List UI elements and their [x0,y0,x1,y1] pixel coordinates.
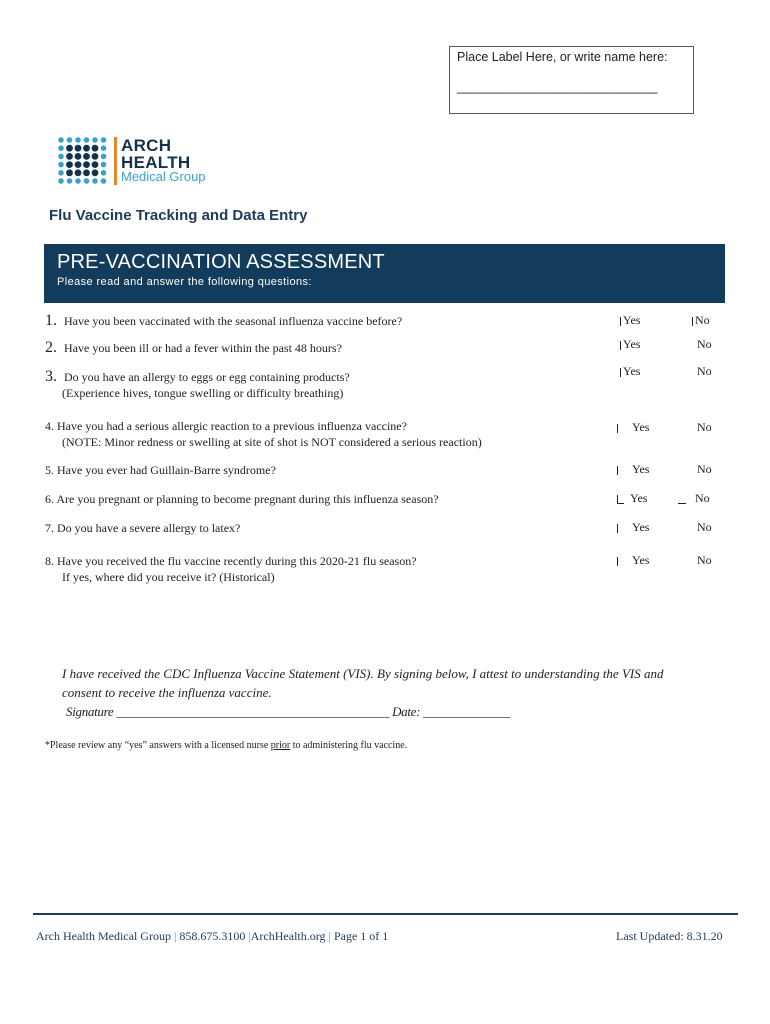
question-5 [45,462,276,478]
note-text-before: *Please review any “yes” answers with a licensed nurse [45,740,271,751]
arch-health-logo [57,136,227,188]
footer-org: Arch Health Medical Group [36,929,171,943]
question-number: 8. [45,554,54,568]
question-text: Have you received the flu vaccine recently during this 2020-21 flu season? [57,554,417,568]
checkbox-icon[interactable] [617,524,618,533]
logo-text-arch: ARCH [121,136,172,155]
footer-separator: | [248,929,251,943]
section-subtitle: Please read and answer the following questions: [57,276,312,288]
checkbox-icon[interactable] [617,495,624,504]
question-number: 5. [45,463,54,477]
checkbox-icon[interactable] [678,495,686,504]
section-header [44,244,725,303]
q2-no-option[interactable]: No [697,337,712,351]
name-write-line[interactable]: _______________________________ [457,80,658,94]
q3-yes-option[interactable]: Yes [620,364,640,379]
section-title: PRE-VACCINATION ASSESSMENT [57,251,385,273]
q6-yes-option[interactable]: Yes [617,491,647,506]
q6-no-option[interactable]: No [678,491,710,506]
q3-no-option[interactable]: No [697,364,712,378]
logo-text-medical-group: Medical Group [121,169,206,184]
question-text: Do you have a severe allergy to latex? [57,521,241,535]
question-1 [45,313,402,329]
question-text: Have you had a serious allergic reaction to a previous influenza vaccine? [57,419,407,433]
question-text: Have you been ill or had a fever within the past 48 hours? [64,341,342,355]
question-text: Are you pregnant or planning to become pregnant during this influenza season? [56,492,439,506]
footer-page: Page 1 of 1 [333,929,389,943]
question-6 [45,491,439,507]
logo-dot-grid-icon [57,136,109,186]
signature-date-line[interactable]: Signature ____________________________________________ Date: ______________ [66,704,510,719]
question-text: Have you ever had Guillain-Barre syndrome? [57,463,276,477]
checkbox-icon[interactable] [620,341,621,350]
q4-yes-option[interactable]: Yes [617,420,649,435]
question-number: 6. [45,492,54,506]
document-title: Flu Vaccine Tracking and Data Entry [49,207,308,224]
logo-accent-bar [114,137,117,185]
q1-no-option[interactable]: No [692,313,710,328]
question-subtext: (Experience hives, tongue swelling or difficulty breathing) [62,386,344,400]
footer-site: ArchHealth.org [250,929,326,943]
checkbox-icon[interactable] [620,368,621,377]
checkbox-icon[interactable] [617,424,618,433]
logo-text-health: HEALTH [121,153,191,172]
attestation-block [62,664,722,721]
question-number: 2. [45,339,57,356]
question-number: 4. [45,419,54,433]
footer-info [36,929,388,944]
question-subtext: (NOTE: Minor redness or swelling at site of shot is NOT considered a serious reaction) [62,435,482,449]
q7-yes-option[interactable]: Yes [617,520,649,535]
q8-yes-option[interactable]: Yes [617,553,649,568]
footer-divider [33,913,738,915]
question-subtext: If yes, where did you receive it? (Historical) [62,570,275,584]
note-underlined-word: prior [270,740,291,751]
q5-no-option[interactable]: No [697,462,712,476]
question-text: Do you have an allergy to eggs or egg containing products? [64,370,350,384]
attestation-line-2: consent to receive the influenza vaccine. [62,685,272,700]
footer-phone: 858.675.3100 [179,929,246,943]
q5-yes-option[interactable]: Yes [617,462,649,477]
note-text-after: to administering flu vaccine. [290,740,408,751]
attestation-line-1: I have received the CDC Influenza Vaccine Statement (VIS). By signing below, I attest to understanding the VIS and [62,666,664,681]
question-8 [45,553,417,585]
footer-separator: | [328,929,331,943]
question-7 [45,520,240,536]
question-number: 3. [45,368,57,385]
q4-no-option[interactable]: No [697,420,712,434]
question-2 [45,340,342,356]
q8-no-option[interactable]: No [697,553,712,567]
q7-no-option[interactable]: No [697,520,712,534]
question-text: Have you been vaccinated with the seasonal influenza vaccine before? [64,314,403,328]
question-3 [45,369,350,401]
question-4 [45,418,482,450]
question-number: 7. [45,521,54,535]
footer-separator: | [173,929,177,943]
checkbox-icon[interactable] [620,317,621,326]
q2-yes-option[interactable]: Yes [620,337,640,352]
checkbox-icon[interactable] [617,557,618,566]
question-number: 1. [45,312,57,329]
nurse-review-note [45,740,407,751]
checkbox-icon[interactable] [617,466,618,475]
patient-label-box[interactable] [449,46,694,114]
label-box-text: Place Label Here, or write name here: [457,50,668,64]
footer-last-updated: Last Updated: 8.31.20 [616,929,723,943]
q1-yes-option[interactable]: Yes [620,313,640,328]
checkbox-icon[interactable] [692,317,693,326]
